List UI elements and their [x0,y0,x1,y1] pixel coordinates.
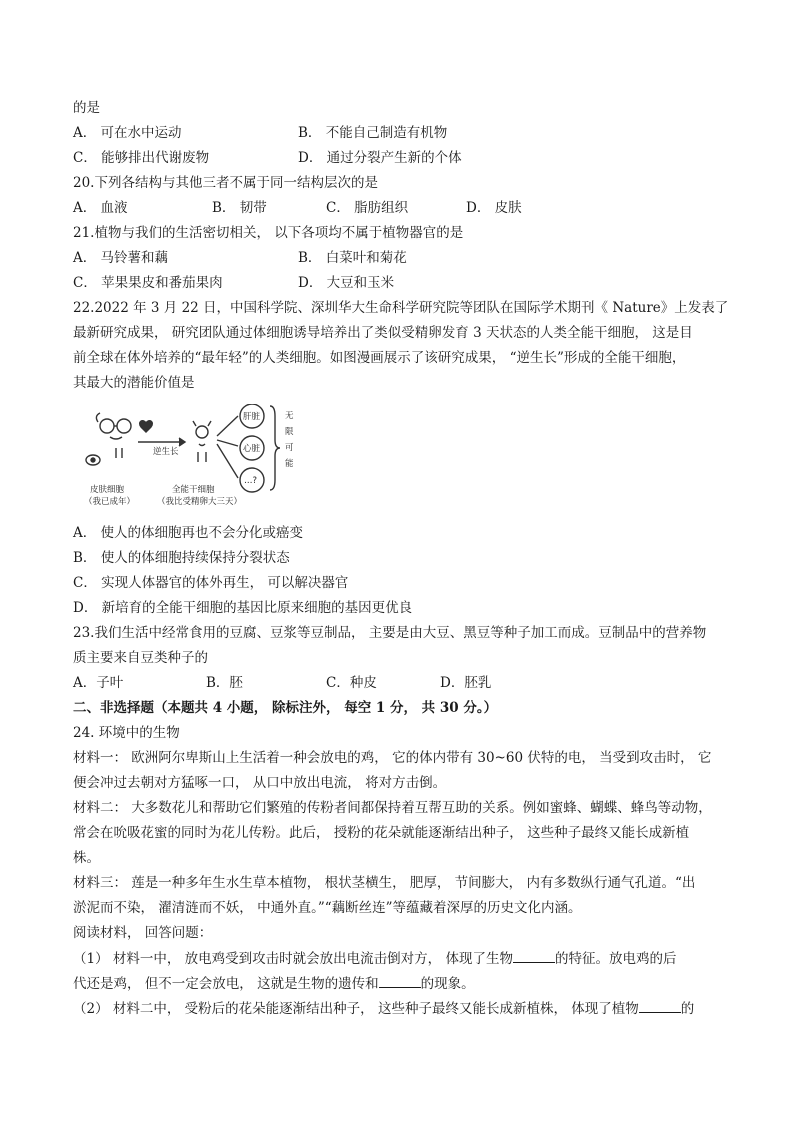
q24-material-3-line-2: 淤泥而不染， 濯清涟而不妖， 中通外直。”“藕断丝连”等蕴藏着深厚的历史文化内涵。 [73,900,582,916]
q24-material-1-line-2: 便会冲过去朝对方猛啄一口， 从口中放出电流， 将对方击倒。 [73,775,447,791]
q22-option-a: A． 使人的体细胞再也不会分化或癌变 [73,525,304,541]
q23-line-1: 23.我们生活中经常食用的豆腐、豆浆等豆制品， 主要是由大豆、黑豆等种子加工而成。豆制品中的营养物 [73,625,707,641]
organ-label-2: 心脏 [243,444,261,454]
q24-sub-2-text-b: 的 [680,1001,695,1017]
q19-option-b: B． 不能自己制造有机物 [298,125,448,141]
answer-blank-2[interactable] [379,974,421,988]
q19-option-a: A． 可在水中运动 [73,125,182,141]
q20-option-d: D． 皮肤 [466,200,522,216]
q24-material-2-line-3: 株。 [73,850,100,866]
q24-read-instruction: 阅读材料， 回答问题： [73,925,213,941]
adult-character-icon [96,413,131,458]
q23-option-d: D．胚乳 [440,675,492,691]
q24-material-3-line-1: 材料三： 莲是一种多年生水生草本植物， 根状茎横生， 肥厚， 节间膨大， 内有多数纵行通气孔道。“出 [73,875,696,891]
q24-sub-2-line-1 [73,999,694,1018]
mid-caption-2: （我比受精卵大三天） [157,497,243,507]
q24-sub-1-text-d: 的现象。 [420,976,475,992]
left-caption-1: 皮肤细胞 [90,485,125,495]
organ-label-1: 肝脏 [243,412,261,422]
arrow-label: 逆生长 [153,447,179,457]
side-label-1: 无 [285,411,294,421]
left-caption-2: （我已成年） [84,497,136,507]
q21-option-b: B． 白菜叶和菊花 [298,250,407,266]
q20-option-a: A． 血液 [73,200,128,216]
q21-option-c: C． 苹果果皮和番茄果肉 [73,275,223,291]
q24-sub-1-text-c: 代还是鸡， 但不一定会放电， 这就是生物的遗传和 [73,976,379,992]
q19-option-d: D． 通过分裂产生新的个体 [298,150,462,166]
q23-option-c: C．种皮 [326,675,377,691]
heart-icon [140,421,153,432]
q19-option-c: C． 能够排出代谢废物 [73,150,210,166]
side-label-2: 限 [285,427,294,437]
q24-material-1-line-1: 材料一： 欧洲阿尔卑斯山上生活着一种会放电的鸡， 它的体内带有 30~60 伏特的电， 当受到攻击时， 它 [73,750,712,766]
q20-stem: 20.下列各结构与其他三者不属于同一结构层次的是 [73,175,378,191]
answer-blank-1[interactable] [513,949,555,963]
q22-option-b: B． 使人的体细胞持续保持分裂状态 [73,550,290,566]
section-2-heading: 二、非选择题（本题共 4 小题， 除标注外， 每空 1 分， 共 30 分。） [73,700,498,716]
q23-option-a: A．子叶 [73,675,124,691]
stem-cell-comic-figure [80,404,310,516]
q20-option-b: B． 韧带 [212,200,267,216]
q24-material-2-line-2: 常会在吮吸花蜜的同时为花儿传粉。此后， 授粉的花朵就能逐渐结出种子， 这些种子最终又能长成新植 [73,825,690,841]
side-label-3: 可 [285,443,294,453]
answer-blank-3[interactable] [639,999,681,1013]
q19-stem-tail: 的是 [73,100,100,116]
q22-line-4: 其最大的潜能价值是 [73,375,195,391]
q23-line-2: 质主要来自豆类种子的 [73,650,208,666]
q24-sub-1-text-b: 的特征。放电鸡的后 [554,951,677,967]
organ-label-3: …? [244,476,258,486]
q22-option-d: D． 新培育的全能干细胞的基因比原来细胞的基因更优良 [73,600,413,616]
stem-cell-character-icon [193,421,211,462]
q24-title: 24. 环境中的生物 [73,725,180,741]
q20-option-c: C． 脂肪组织 [326,200,409,216]
arrow-icon [179,438,185,446]
q24-sub-1-text-a: （1） 材料一中， 放电鸡受到攻击时就会放出电流击倒对方， 体现了生物 [73,951,513,967]
q21-stem: 21.植物与我们的生活密切相关， 以下各项均不属于植物器官的是 [73,225,464,241]
q24-sub-1-line-1 [73,949,676,968]
q24-material-2-line-1: 材料二： 大多数花儿和帮助它们繁殖的传粉者间都保持着互帮互助的关系。例如蜜蜂、蝴蝶、蜂鸟等动物， [73,800,712,816]
q23-option-b: B．胚 [206,675,243,691]
q22-option-c: C． 实现人体器官的体外再生， 可以解决器官 [73,575,349,591]
q21-option-d: D． 大豆和玉米 [298,275,395,291]
q22-line-2: 最新研究成果， 研究团队通过体细胞诱导培养出了类似受精卵发育 3 天状态的人类全能干细胞， 这是目 [73,325,693,341]
q24-sub-2-text-a: （2） 材料二中， 受粉后的花朵能逐渐结出种子， 这些种子最终又能长成新植株， 体现了植物 [73,1001,639,1017]
q22-line-1: 22.2022 年 3 月 22 日，中国科学院、深圳华大生命科学研究院等团队在国际学术期刊《 Nature》上发表了 [73,300,729,316]
side-label-4: 能 [285,459,294,469]
q21-option-a: A． 马铃薯和藕 [73,250,169,266]
q24-sub-1-line-2 [73,974,475,993]
mid-caption-1: 全能干细胞 [172,485,215,495]
q22-line-3: 前全球在体外培养的“最年轻”的人类细胞。如图漫画展示了该研究成果， “逆生长”形成的全能干细胞， [73,350,686,366]
